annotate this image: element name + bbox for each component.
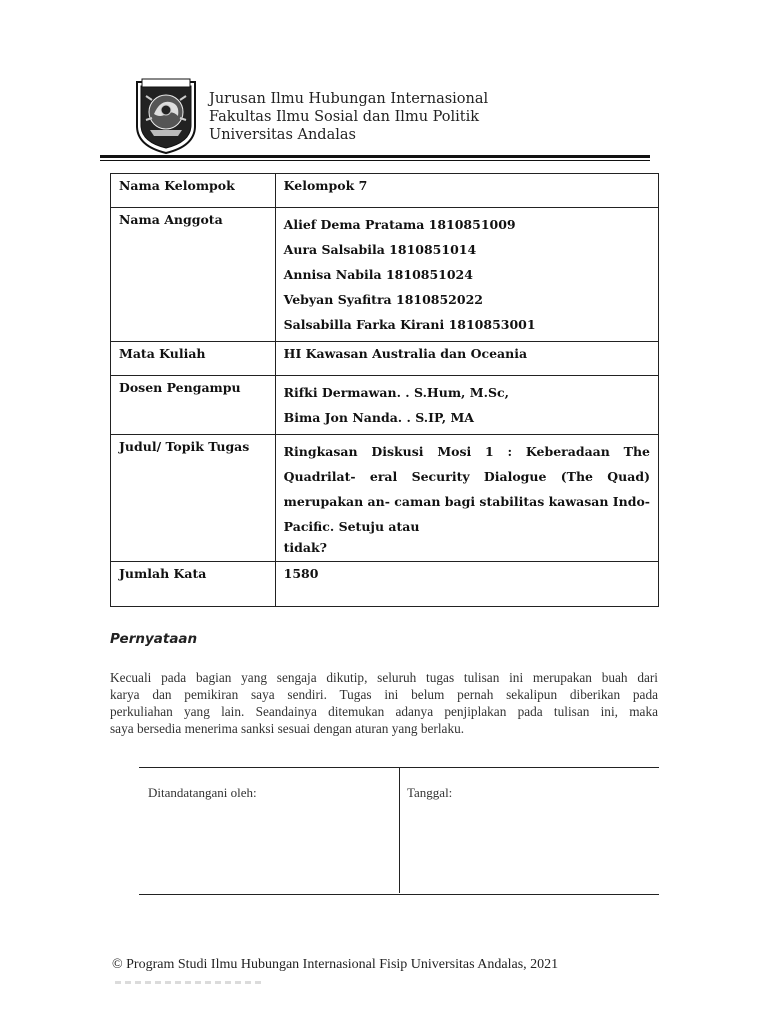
statement-title: Pernyataan xyxy=(110,631,198,647)
wordcount-value: 1580 xyxy=(275,562,658,607)
table-row-group xyxy=(111,174,659,208)
member-item: Salsabilla Farka Kirani 1810853001 xyxy=(283,317,536,332)
member-item: Vebyan Syafitra 1810852022 xyxy=(283,292,483,307)
group-value: Kelompok 7 xyxy=(275,174,658,208)
member-item: Annisa Nabila 1810851024 xyxy=(283,267,473,282)
table-row-wordcount xyxy=(111,562,659,607)
wordcount-label: Jumlah Kata xyxy=(111,562,276,607)
faculty-name: Fakultas Ilmu Sosial dan Ilmu Politik xyxy=(209,109,480,125)
statement-line: karya dan pemikiran saya sendiri. Tugas ini belum pernah sekalipun diberikan pada xyxy=(110,687,658,702)
course-label: Mata Kuliah xyxy=(111,342,276,376)
topic-value xyxy=(275,435,658,562)
statement-line: saya bersedia menerima sanksi sesuai dengan aturan yang berlaku. xyxy=(110,721,465,736)
signed-by-label: Ditandatangani oleh: xyxy=(148,785,257,800)
lecturer-label: Dosen Pengampu xyxy=(111,376,276,435)
statement-line: perkuliahan yang lain. Seandainya ditemukan adanya penjiplakan pada tulisan ini, maka xyxy=(110,704,658,719)
department-name: Jurusan Ilmu Hubungan Internasional xyxy=(209,91,489,107)
topic-label: Judul/ Topik Tugas xyxy=(111,435,276,562)
statement-line: Kecuali pada bagian yang sengaja dikutip, seluruh tugas tulisan ini merupakan buah dari xyxy=(110,670,658,685)
lecturer-list xyxy=(275,376,658,435)
date-label: Tanggal: xyxy=(407,785,453,800)
group-label: Nama Kelompok xyxy=(111,174,276,208)
institution-header xyxy=(209,90,488,144)
topic-line: tidak? xyxy=(283,540,328,555)
header-rule-thin xyxy=(100,160,650,161)
university-seal-icon xyxy=(134,76,198,154)
table-row-members xyxy=(111,208,659,342)
table-row-topic xyxy=(111,435,659,562)
topic-line: merupakan an- caman bagi stabilitas kawasan Indo- xyxy=(283,494,650,509)
member-item: Alief Dema Pratama 1810851009 xyxy=(283,217,516,232)
topic-line: Ringkasan Diskusi Mosi 1 : Keberadaan The xyxy=(283,444,650,459)
university-name: Universitas Andalas xyxy=(209,127,356,143)
table-row-lecturer xyxy=(111,376,659,435)
topic-line: Pacific. Setuju atau xyxy=(283,519,420,534)
assignment-info-table xyxy=(110,173,659,607)
members-list xyxy=(275,208,658,342)
header-rule-thick xyxy=(100,155,650,158)
members-label: Nama Anggota xyxy=(111,208,276,342)
course-value: HI Kawasan Australia dan Oceania xyxy=(275,342,658,376)
copyright-footer: © Program Studi Ilmu Hubungan Internasional Fisip Universitas Andalas, 2021 xyxy=(112,957,559,972)
table-row-course xyxy=(111,342,659,376)
topic-line: Quadrilat- eral Security Dialogue (The Quad) xyxy=(283,469,650,484)
member-item: Aura Salsabila 1810851014 xyxy=(283,242,477,257)
lecturer-item: Bima Jon Nanda. . S.IP, MA xyxy=(283,410,475,425)
lecturer-item: Rifki Dermawan. . S.Hum, M.Sc, xyxy=(283,385,509,400)
signature-divider xyxy=(399,767,400,893)
statement-body xyxy=(110,669,658,737)
footer-faint-text xyxy=(115,981,265,984)
